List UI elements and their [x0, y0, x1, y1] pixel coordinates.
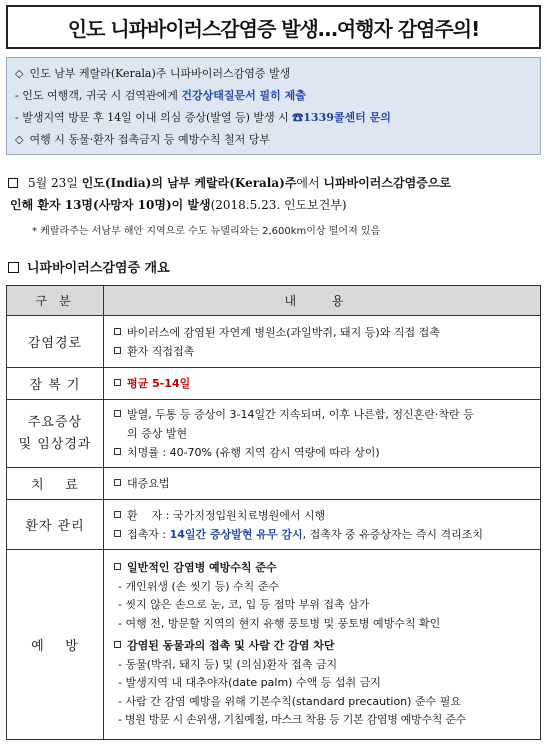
footnote: * 케랄라주는 서남부 해안 지역으로 수도 뉴델리와는 2,600km이상 떨어져 있음 [32, 226, 381, 237]
list-item: 바이러스에 감염된 자연계 병원소(과일박쥐, 돼지 등)와 직접 접촉 [114, 323, 532, 342]
overview-table [6, 285, 541, 740]
bullet-square-icon [114, 410, 121, 417]
checkbox-glyph-icon [8, 178, 18, 188]
summary-line-4: ◇ 여행 시 동물·환자 접촉금지 등 예방수칙 철저 당부 [15, 129, 532, 151]
list-item: - 동물(박쥐, 돼지 등) 및 (의심)환자 접촉 금지 [118, 657, 338, 671]
list-item: - 여행 전, 방문할 지역의 현지 유행 풍토병 및 풍토병 예방수칙 확인 [118, 616, 441, 630]
list-item: - 병원 방문 시 손위생, 기침예절, 마스크 착용 등 기본 감염병 예방수칙 준수 [118, 713, 466, 727]
row-label: 주요증상 및 임상경과 [7, 400, 104, 468]
title-bar [6, 5, 541, 49]
summary-line-3: - 발생지역 방문 후 14일 이내 의심 증상(발열 등) 발생 시 ☎1339콜센터 문의 [15, 111, 391, 124]
diamond-icon: ◇ [15, 133, 24, 146]
header-category: 구 분 [7, 286, 104, 316]
list-item: 환 자 : 국가지정입원치료병원에서 시행 [114, 506, 532, 525]
list-item: 평균 5-14일 [114, 374, 532, 393]
list-item: 환자 직접접촉 [114, 342, 532, 361]
row-label: 잠 복 기 [7, 368, 104, 400]
summary-box [6, 57, 541, 155]
list-item: 접촉자 : 14일간 증상발현 유무 감시, 접촉자 중 유증상자는 즉시 격리조치 [114, 525, 532, 544]
row-label: 치 료 [7, 468, 104, 500]
bullet-square-icon [114, 448, 121, 455]
list-item: - 사람 간 감염 예방을 위해 기본수칙(standard precaution) 준수 필요 [118, 694, 461, 708]
page-title: 인도 니파바이러스감염증 발생…여행자 감염주의! [67, 16, 480, 41]
row-label: 감염경로 [7, 316, 104, 368]
sub-heading: 감염된 동물과의 접촉 및 사람 간 감염 차단 [114, 637, 532, 656]
list-item: - 씻지 않은 손으로 눈, 코, 입 등 점막 부위 접촉 삼가 [118, 598, 370, 612]
phone-icon: ☎ [292, 111, 304, 124]
list-item: 발열, 두통 등 증상이 3-14일간 지속되며, 이후 나른함, 정신혼란·착란 등 [114, 405, 532, 424]
main-paragraph: 5월 23일 인도(India)의 남부 케랄라(Kerala)주에서 니파바이러스감염증으로 인해 환자 13명(사망자 10명)이 발생(2018.5.23. 인도보건부) [10, 176, 451, 212]
bullet-square-icon [114, 379, 121, 386]
list-item: - 발생지역 내 대추야자(date palm) 수액 등 섭취 금지 [118, 676, 381, 690]
bullet-square-icon [114, 530, 121, 537]
list-item-continuation: 의 증상 발현 [127, 427, 188, 440]
row-label: 환자 관리 [7, 500, 104, 550]
diamond-icon: ◇ [15, 67, 24, 80]
table-row [7, 368, 541, 400]
bullet-square-icon [114, 511, 121, 518]
bullet-square-icon [114, 328, 121, 335]
row-label: 예 방 [7, 550, 104, 740]
list-item: - 개인위생 (손 씻기 등) 수칙 준수 [118, 579, 280, 593]
summary-line-2: - 인도 여행객, 귀국 시 검역관에게 건강상태질문서 필히 제출 [15, 89, 306, 102]
bullet-square-icon [114, 563, 121, 570]
summary-line-1: ◇ 인도 남부 케랄라(Kerala)주 니파바이러스감염증 발생 [15, 63, 532, 85]
list-item: 대증요법 [114, 474, 532, 493]
header-content: 내 용 [104, 286, 541, 316]
list-item: 치명률 : 40-70% (유행 지역 감시 역량에 따라 상이) [114, 443, 532, 462]
table-row [7, 550, 541, 740]
table-row [7, 468, 541, 500]
section-title: 니파바이러스감염증 개요 [8, 257, 170, 276]
table-header-row [7, 286, 541, 316]
sub-heading: 일반적인 감염병 예방수칙 준수 [114, 559, 532, 578]
table-row [7, 316, 541, 368]
checkbox-glyph-icon [8, 262, 19, 273]
bullet-square-icon [114, 347, 121, 354]
table-row [7, 500, 541, 550]
table-row [7, 400, 541, 468]
bullet-square-icon [114, 479, 121, 486]
bullet-square-icon [114, 641, 121, 648]
